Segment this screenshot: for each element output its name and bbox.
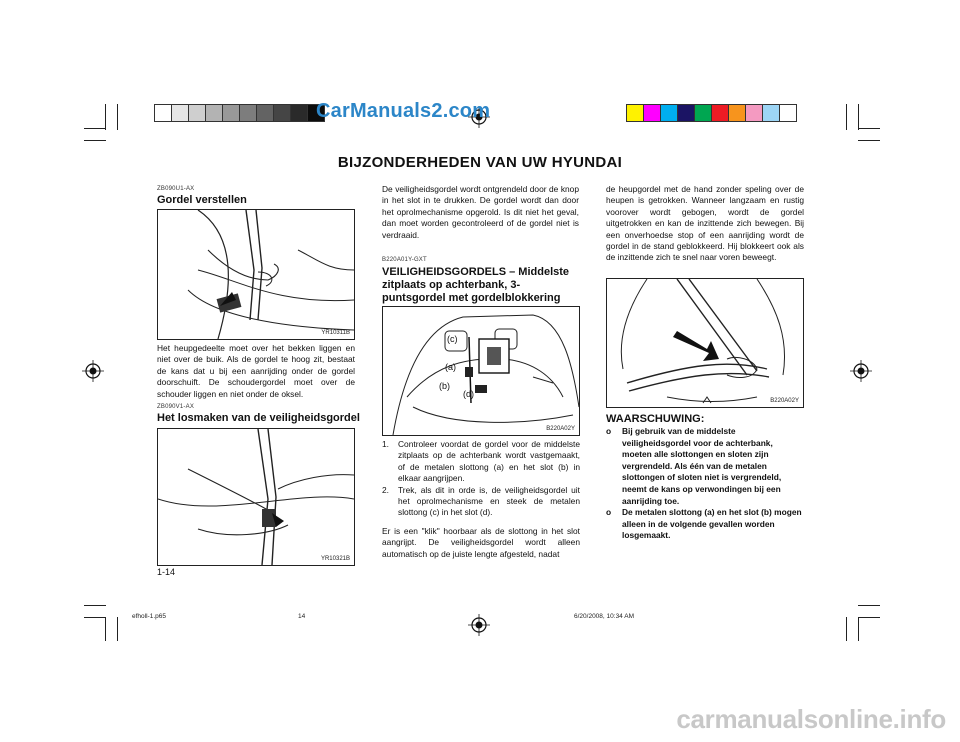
warning-title: WAARSCHUWING:	[606, 413, 705, 425]
grayscale-swatches	[154, 104, 324, 122]
label-a: (a)	[445, 362, 456, 372]
color-swatch	[779, 104, 797, 122]
crop-mark	[117, 617, 118, 641]
page-title: BIJZONDERHEDEN VAN UW HYUNDAI	[337, 154, 623, 171]
list-item: o De metalen slottong (a) en het slot (b) mogen alleen in de volgende gevallen worden losgemaakt.	[606, 507, 802, 541]
crop-mark	[846, 617, 847, 641]
color-swatch	[694, 104, 712, 122]
section-heading: Gordel verstellen	[157, 194, 247, 206]
footer-datetime: 6/20/2008, 10:34 AM	[574, 613, 634, 620]
color-swatch	[222, 104, 240, 122]
brand-watermark[interactable]: CarManuals2.com	[316, 100, 491, 122]
crop-mark	[846, 104, 847, 130]
section-code: ZB090V1-AX	[157, 404, 195, 410]
color-swatch	[171, 104, 189, 122]
color-swatch	[728, 104, 746, 122]
paragraph: De veiligheidsgordel wordt ontgrendeld door de knop in het slot in te drukken. De gordel wordt dan door het oprolmechanisme opgerold. Is dit niet het geval, dan moet worden gecontroleerd of de gordel niet is verdraaid.	[382, 184, 579, 240]
color-swatch	[660, 104, 678, 122]
warning-list	[606, 426, 804, 542]
crop-mark	[858, 104, 859, 130]
crop-mark	[105, 104, 106, 130]
registration-mark-icon	[468, 614, 490, 636]
color-swatch	[290, 104, 308, 122]
crop-mark	[117, 104, 118, 130]
rear-seat-illustration-icon	[383, 307, 579, 435]
crop-mark	[84, 128, 106, 129]
figure-belt-usage	[606, 278, 804, 408]
label-c: (c)	[447, 334, 458, 344]
color-swatch	[239, 104, 257, 122]
crop-mark	[84, 617, 106, 618]
color-swatch	[188, 104, 206, 122]
color-swatch	[154, 104, 172, 122]
crop-mark	[858, 617, 859, 641]
belt-wearing-illustration-icon	[607, 279, 803, 407]
section-heading: VEILIGHEIDSGORDELS – Middelste zitplaats op achterbank, 3-puntsgordel met gordelblokkering	[382, 266, 570, 304]
paragraph: de heupgordel met de hand zonder speling over de heupen is getrokken. Wanneer langzaam en rustig voorover wordt gebogen, wordt de gordel uitgetrokken en kan de inzittende zich bewegen. Bij een onverhoedse stop of een aanrijding wordt de gordel in de stand geblokkeerd. Hij blokkeert ook als de inzittende zich te snel naar voren beweegt.	[606, 184, 804, 263]
list-item: 1. Controleer voordat de gordel voor de middelste zitplaats op de achterbank wordt vastgemaakt, of de metalen slottong (a) en het slot (b) in elkaar aangrijpen.	[382, 439, 580, 484]
footer-file: efholl-1.p65	[132, 613, 166, 620]
steps-list	[382, 439, 580, 519]
color-swatch	[256, 104, 274, 122]
figure-rear-seat	[382, 306, 580, 436]
registration-mark-icon	[82, 360, 104, 382]
figure-code: YR10311B	[321, 330, 350, 336]
seatbelt-release-illustration-icon	[158, 429, 354, 565]
color-swatch	[677, 104, 695, 122]
bottom-watermark[interactable]: carmanualsonline.info	[676, 704, 946, 734]
figure-adjust-belt	[157, 209, 355, 340]
figure-code: B220A02Y	[770, 398, 799, 404]
color-swatch	[626, 104, 644, 122]
label-b: (b)	[439, 381, 450, 391]
crop-mark	[105, 617, 106, 641]
section-code: ZB090U1-AX	[157, 186, 195, 192]
figure-release-belt	[157, 428, 355, 566]
color-swatch	[205, 104, 223, 122]
section-code: B220A01Y-GXT	[382, 257, 427, 263]
color-swatch	[273, 104, 291, 122]
crop-mark	[84, 605, 106, 606]
paragraph: Er is een "klik" hoorbaar als de slottong in het slot aangrijpt. De veiligheidsgordel wordt alleen automatisch op de juiste lengte afgesteld, nadat	[382, 526, 580, 559]
color-swatch	[745, 104, 763, 122]
list-item: o Bij gebruik van de middelste veiligheidsgordel voor de achterbank, moeten alle slottongen en sloten zijn vergrendeld. Als één van de metalen slottongen of sloten niet is vergrendeld, neemt de kans op verwondingen bij een aanrijding toe.	[606, 426, 782, 506]
seatbelt-illustration-icon	[158, 210, 354, 339]
color-swatch	[711, 104, 729, 122]
crop-mark	[858, 128, 880, 129]
crop-mark	[84, 140, 106, 141]
label-d: (d)	[463, 389, 474, 399]
crop-mark	[858, 140, 880, 141]
crop-mark	[858, 605, 880, 606]
figure-code: B220A02Y	[546, 426, 575, 432]
crop-mark	[858, 617, 880, 618]
color-swatches	[626, 104, 796, 122]
list-item: 2. Trek, als dit in orde is, de veiligheidsgordel uit het oprolmechanisme en steek de metalen slottong (c) in het slot (d).	[382, 484, 580, 518]
page-number: 1-14	[157, 567, 176, 577]
color-swatch	[643, 104, 661, 122]
section-heading: Het losmaken van de veiligheidsgordel	[157, 412, 360, 424]
footer-page: 14	[298, 613, 306, 620]
figure-code: YR10321B	[320, 556, 350, 562]
paragraph: Het heupgedeelte moet over het bekken liggen en niet over de buik. Als de gordel te hoog zit, bestaat de kans dat u bij een aanrijding onder de gordel doorschuift. De schoudergordel moet over de schouder liggen en niet onder de oksel.	[157, 343, 355, 399]
color-swatch	[762, 104, 780, 122]
registration-mark-icon	[850, 360, 872, 382]
